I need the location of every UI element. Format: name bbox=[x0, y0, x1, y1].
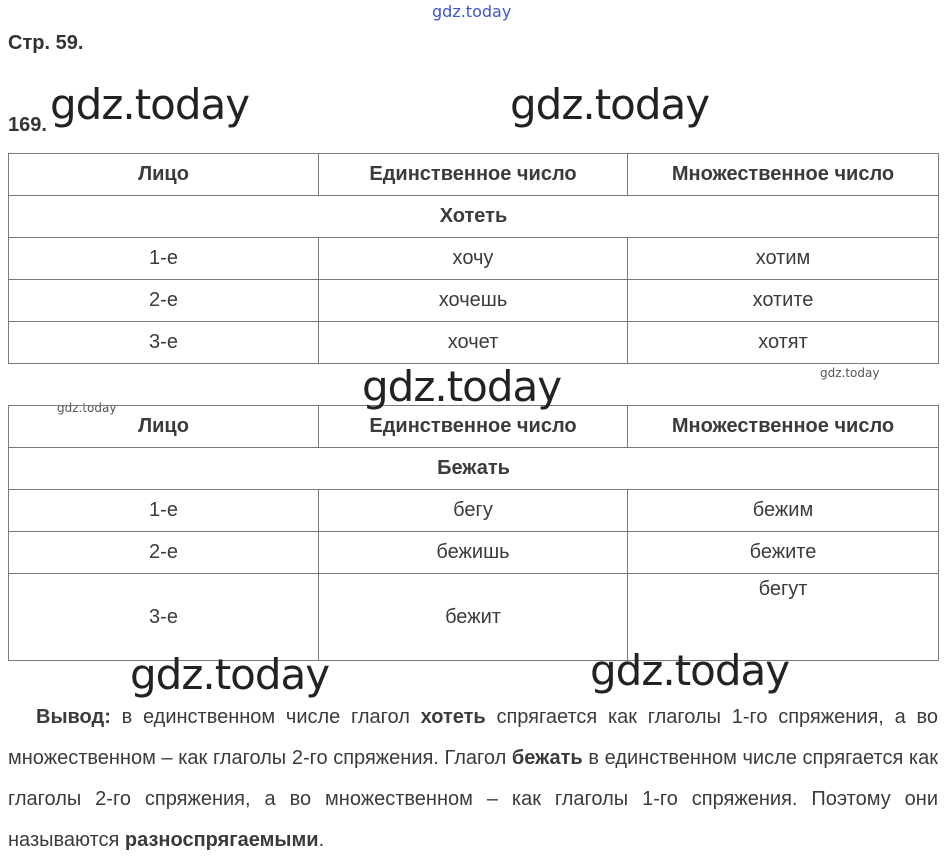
header-singular: Единственное число bbox=[319, 154, 628, 196]
conclusion-verb-1: хотеть bbox=[420, 706, 486, 728]
person-cell: 2-е bbox=[9, 280, 319, 322]
conclusion-end: . bbox=[318, 829, 325, 851]
header-plural: Множественное число bbox=[628, 154, 939, 196]
verb-row bbox=[9, 448, 939, 490]
conclusion-text-3: в единственном числе спрягается как глаголы 2-го спряжения, а во множественном – как глаголы 1-го спряжения. Поэтому они называются bbox=[8, 747, 938, 851]
plural-cell: бежите bbox=[628, 532, 939, 574]
page-label: Стр. 59. bbox=[8, 32, 84, 54]
verb-row bbox=[9, 196, 939, 238]
verb-name: Хотеть bbox=[9, 196, 939, 238]
watermark-small-2: gdz.today bbox=[57, 401, 117, 415]
watermark-5: gdz.today bbox=[590, 646, 790, 695]
header-singular: Единственное число bbox=[319, 406, 628, 448]
watermark-top: gdz.today bbox=[432, 2, 512, 21]
watermark-small-1: gdz.today bbox=[820, 366, 880, 380]
header-person: Лицо bbox=[9, 406, 319, 448]
person-cell: 1-е bbox=[9, 238, 319, 280]
singular-cell: хочу bbox=[319, 238, 628, 280]
plural-cell: бежим bbox=[628, 490, 939, 532]
singular-cell: бегу bbox=[319, 490, 628, 532]
conclusion-verb-2: бежать bbox=[511, 747, 583, 769]
header-person: Лицо bbox=[9, 154, 319, 196]
plural-cell: бегут bbox=[628, 574, 939, 661]
plural-cell: хотят bbox=[628, 322, 939, 364]
watermark-1: gdz.today bbox=[50, 80, 250, 129]
person-cell: 3-е bbox=[9, 574, 319, 661]
conclusion-lead: Вывод: bbox=[36, 706, 111, 728]
table-row bbox=[9, 574, 939, 661]
singular-cell: бежишь bbox=[319, 532, 628, 574]
person-cell: 1-е bbox=[9, 490, 319, 532]
task-number: 169. bbox=[8, 114, 47, 136]
table-header-row bbox=[9, 154, 939, 196]
person-cell: 2-е bbox=[9, 532, 319, 574]
person-cell: 3-е bbox=[9, 322, 319, 364]
conclusion-term: разноспрягаемыми bbox=[124, 829, 319, 851]
watermark-4: gdz.today bbox=[130, 650, 330, 699]
table-row bbox=[9, 280, 939, 322]
table-header-row bbox=[9, 406, 939, 448]
table-row bbox=[9, 532, 939, 574]
conjugation-table-hotet bbox=[8, 153, 939, 364]
verb-name: Бежать bbox=[9, 448, 939, 490]
header-plural: Множественное число bbox=[628, 406, 939, 448]
conclusion-text-1: в единственном числе глагол bbox=[121, 706, 410, 728]
singular-cell: бежит bbox=[319, 574, 628, 661]
plural-cell: хотим bbox=[628, 238, 939, 280]
table-row bbox=[9, 490, 939, 532]
watermark-3: gdz.today bbox=[362, 362, 562, 411]
conclusion-paragraph bbox=[8, 697, 938, 861]
watermark-2: gdz.today bbox=[510, 80, 710, 129]
table-row bbox=[9, 238, 939, 280]
conjugation-table-bezhat bbox=[8, 405, 939, 661]
table-row bbox=[9, 322, 939, 364]
plural-cell: хотите bbox=[628, 280, 939, 322]
singular-cell: хочет bbox=[319, 322, 628, 364]
singular-cell: хочешь bbox=[319, 280, 628, 322]
conclusion-text-2: спрягается как глаголы 1-го спряжения, а во множественном – как глаголы 2-го спряжения. Глагол bbox=[8, 706, 938, 769]
